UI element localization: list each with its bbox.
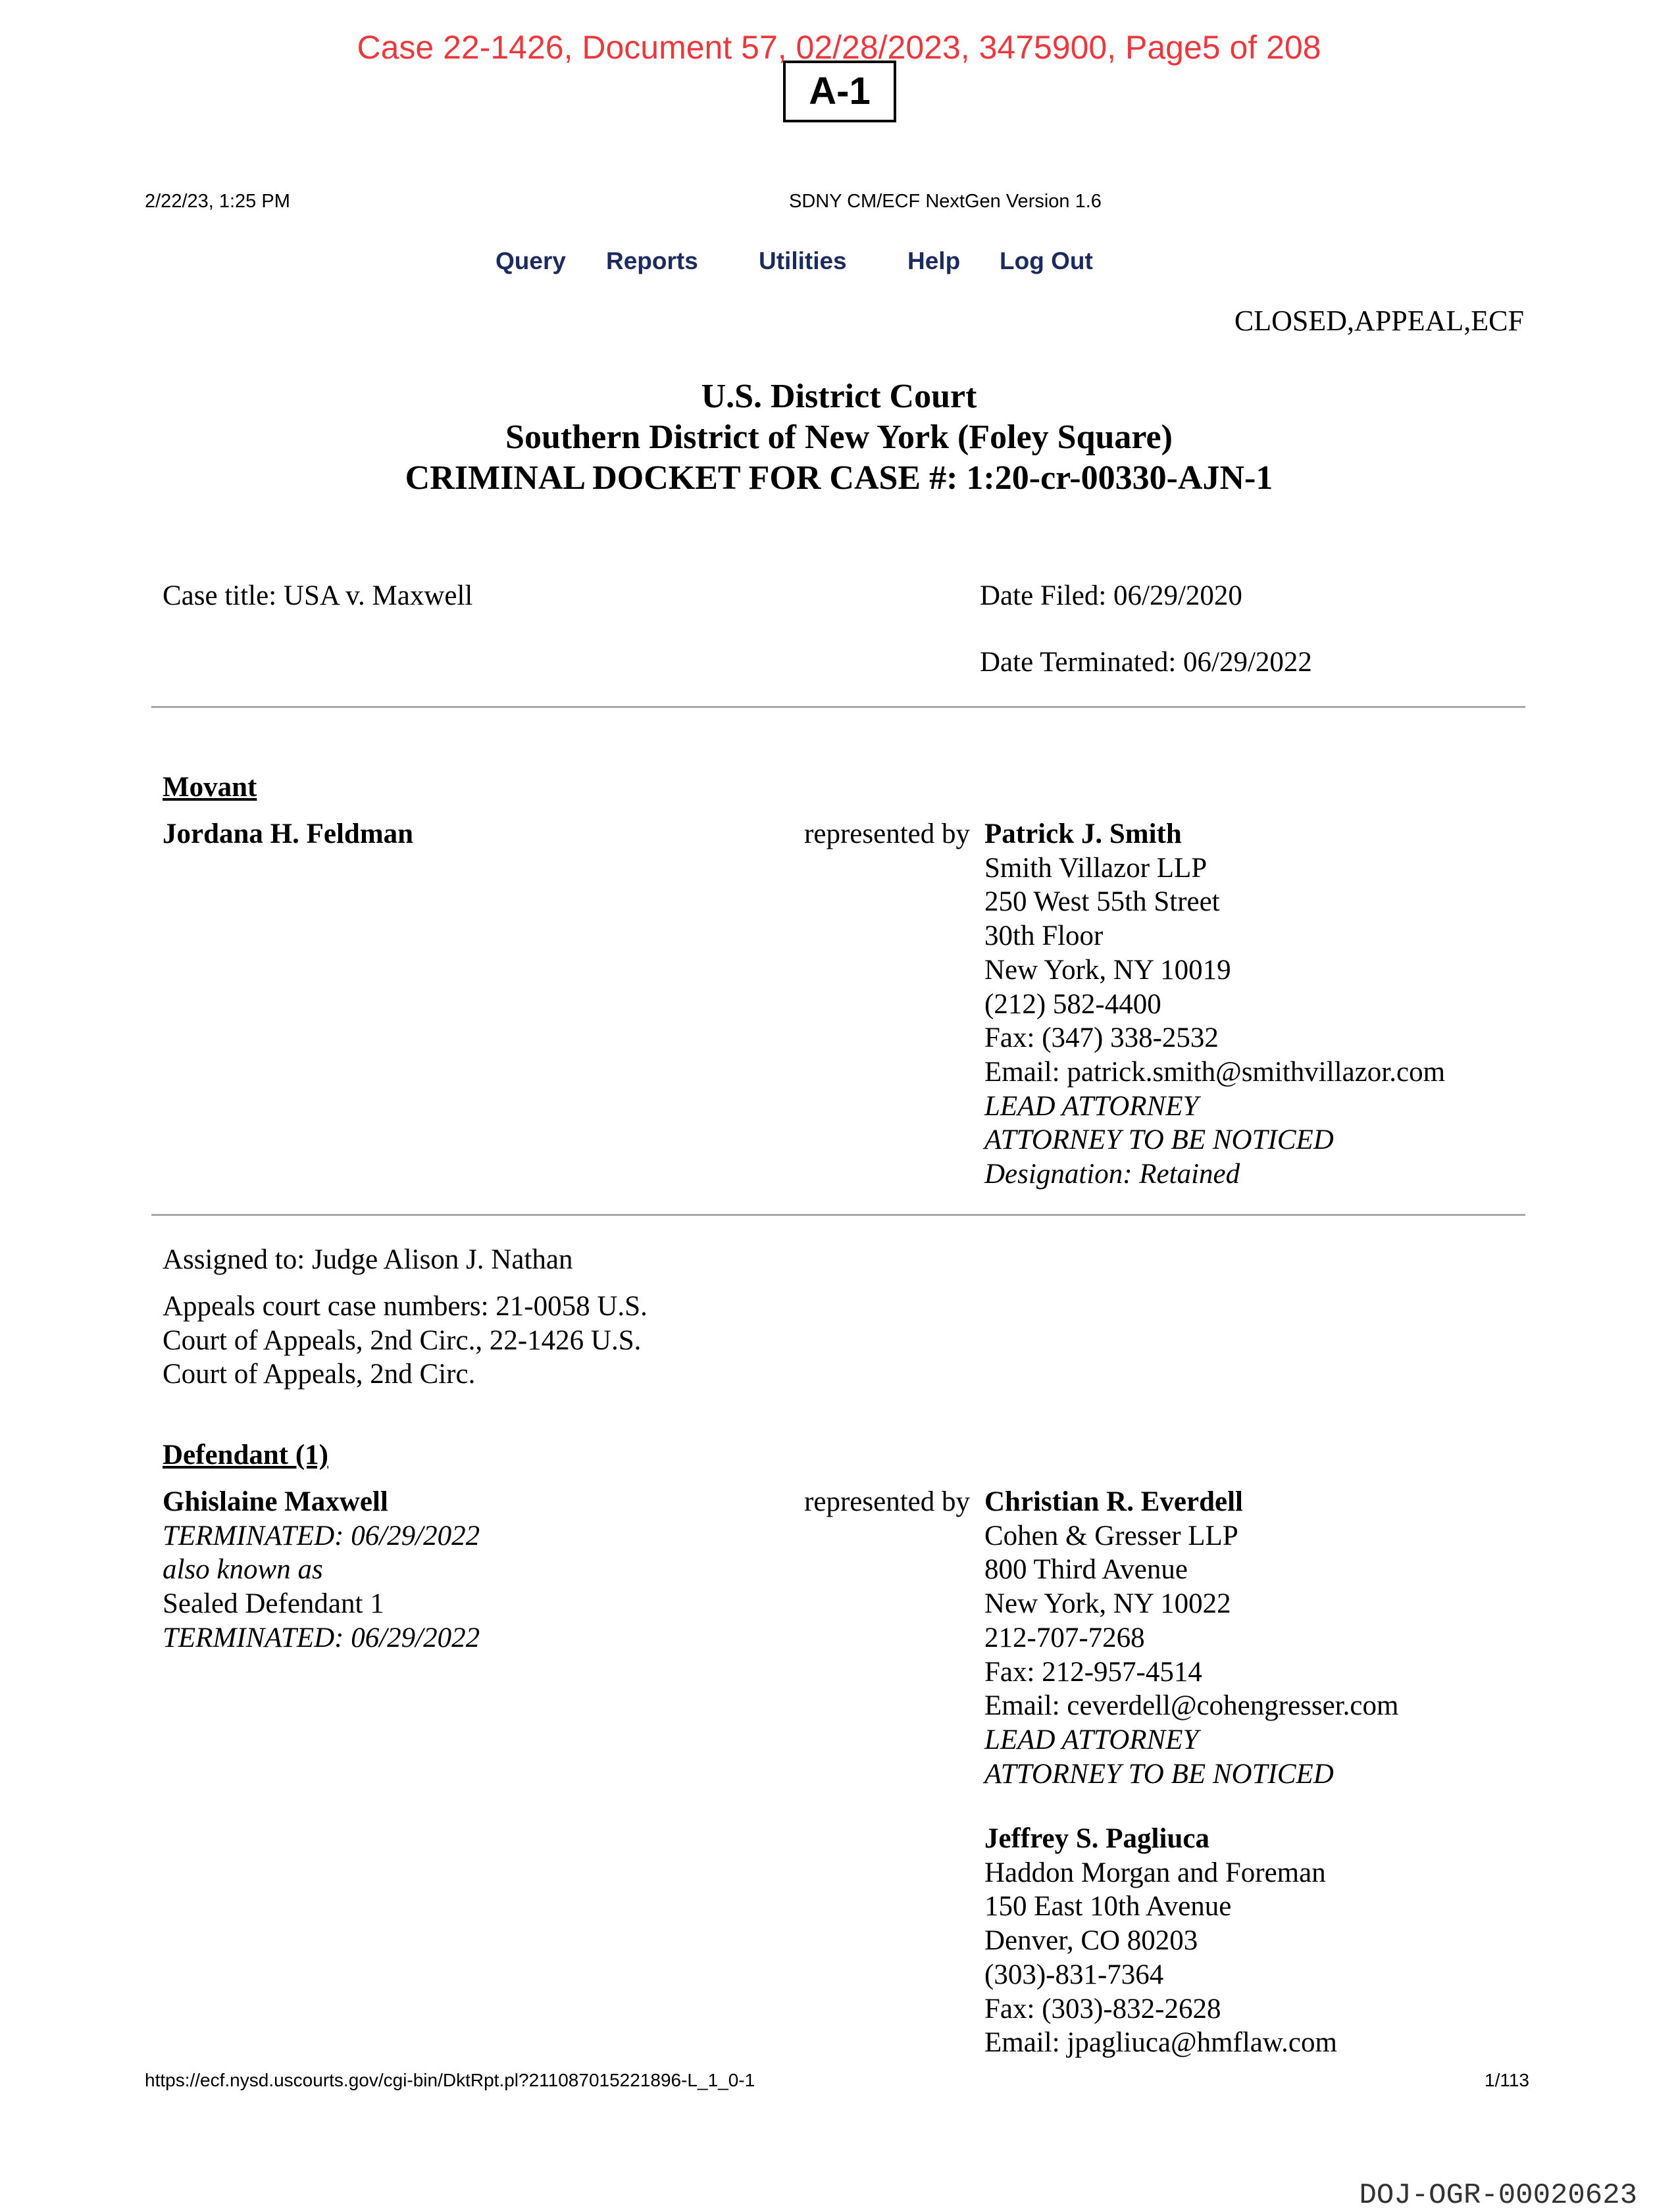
movant-heading: Movant (163, 772, 257, 803)
date-filed: Date Filed: 06/29/2020 (980, 580, 1242, 611)
attorney-firm: Smith Villazor LLP (984, 852, 1208, 884)
attorney-address: 800 Third Avenue (984, 1554, 1188, 1586)
case-title: Case title: USA v. Maxwell (163, 580, 473, 611)
attorney-role: LEAD ATTORNEY (984, 1090, 1199, 1122)
version-label: SDNY CM/ECF NextGen Version 1.6 (789, 191, 1102, 212)
defendant-terminated: TERMINATED: 06/29/2022 (163, 1520, 480, 1551)
divider (151, 1214, 1525, 1216)
defendant-info (163, 1485, 480, 1655)
defendant-heading: Defendant (1) (163, 1440, 328, 1470)
aka-label: also known as (163, 1554, 323, 1586)
page-url: https://ecf.nysd.uscourts.gov/cgi-bin/DktRpt.pl?211087015221896-L_1_0-1 (145, 2070, 755, 2090)
print-datetime: 2/22/23, 1:25 PM (145, 191, 290, 212)
attorney-email: Email: patrick.smith@smithvillazor.com (984, 1056, 1446, 1088)
district-name: Southern District of New York (Foley Square) (505, 418, 1173, 456)
appeals-line: Appeals court case numbers: 21-0058 U.S. (163, 1291, 648, 1322)
case-flags: CLOSED,APPEAL,ECF (1234, 305, 1524, 337)
defendant-attorney (984, 1485, 1398, 1791)
attorney-name: Christian R. Everdell (984, 1486, 1243, 1517)
movant-attorney (984, 817, 1445, 1192)
page-number: 1/113 (1485, 2070, 1529, 2090)
attorney-address: 30th Floor (984, 920, 1104, 952)
attorney-email: Email: jpagliuca@hmflaw.com (984, 2027, 1337, 2059)
attorney-phone: (303)-831-7364 (984, 1959, 1164, 1990)
attorney-designation: Designation: Retained (984, 1159, 1240, 1190)
menu-help[interactable]: Help (907, 247, 961, 274)
attorney-fax: Fax: (347) 338-2532 (984, 1022, 1219, 1054)
assigned-judge: Assigned to: Judge Alison J. Nathan (163, 1244, 573, 1275)
defendant-name: Ghislaine Maxwell (163, 1486, 388, 1517)
attorney-firm: Cohen & Gresser LLP (984, 1520, 1238, 1551)
bates-number: DOJ-OGR-00020623 (1359, 2179, 1637, 2212)
defendant-attorney (984, 1822, 1337, 2060)
attorney-email: Email: ceverdell@cohengresser.com (984, 1690, 1399, 1722)
attorney-role: ATTORNEY TO BE NOTICED (984, 1758, 1334, 1790)
represented-by-label: represented by (804, 1486, 970, 1517)
menu-reports[interactable]: Reports (606, 247, 698, 274)
date-terminated: Date Terminated: 06/29/2022 (980, 647, 1312, 678)
attorney-phone: 212-707-7268 (984, 1622, 1145, 1653)
attorney-phone: (212) 582-4400 (984, 988, 1161, 1020)
court-filing-stamp: Case 22-1426, Document 57, 02/28/2023, 3475900, Page5 of 208 (357, 29, 1321, 66)
attorney-address: 150 East 10th Avenue (984, 1891, 1232, 1923)
attorney-name: Jeffrey S. Pagliuca (984, 1823, 1209, 1854)
attorney-address: New York, NY 10019 (984, 954, 1231, 986)
defendant-alias: Sealed Defendant 1 (163, 1588, 384, 1620)
appeals-case-numbers (163, 1290, 648, 1392)
docket-title (0, 376, 1678, 499)
menu-utilities[interactable]: Utilities (759, 247, 847, 274)
attorney-address: 250 West 55th Street (984, 886, 1220, 918)
menu-logout[interactable]: Log Out (1000, 247, 1093, 274)
attorney-name: Patrick J. Smith (984, 818, 1182, 849)
case-number-heading: CRIMINAL DOCKET FOR CASE #: 1:20-cr-00330-AJN-1 (405, 459, 1273, 497)
appeals-line: Court of Appeals, 2nd Circ., 22-1426 U.S. (163, 1324, 642, 1356)
divider (151, 706, 1525, 708)
attorney-fax: Fax: 212-957-4514 (984, 1656, 1202, 1688)
attorney-role: ATTORNEY TO BE NOTICED (984, 1124, 1334, 1156)
attorney-address: Denver, CO 80203 (984, 1925, 1198, 1957)
appeals-line: Court of Appeals, 2nd Circ. (163, 1359, 476, 1390)
represented-by-label: represented by (804, 818, 970, 849)
exhibit-label: A-1 (783, 61, 896, 122)
attorney-role: LEAD ATTORNEY (984, 1724, 1199, 1755)
alias-terminated: TERMINATED: 06/29/2022 (163, 1622, 480, 1653)
attorney-address: New York, NY 10022 (984, 1588, 1231, 1620)
movant-name: Jordana H. Feldman (163, 818, 414, 849)
attorney-firm: Haddon Morgan and Foreman (984, 1857, 1326, 1888)
court-name: U.S. District Court (701, 378, 977, 415)
menu-query[interactable]: Query (496, 247, 566, 274)
attorney-fax: Fax: (303)-832-2628 (984, 1993, 1221, 2024)
